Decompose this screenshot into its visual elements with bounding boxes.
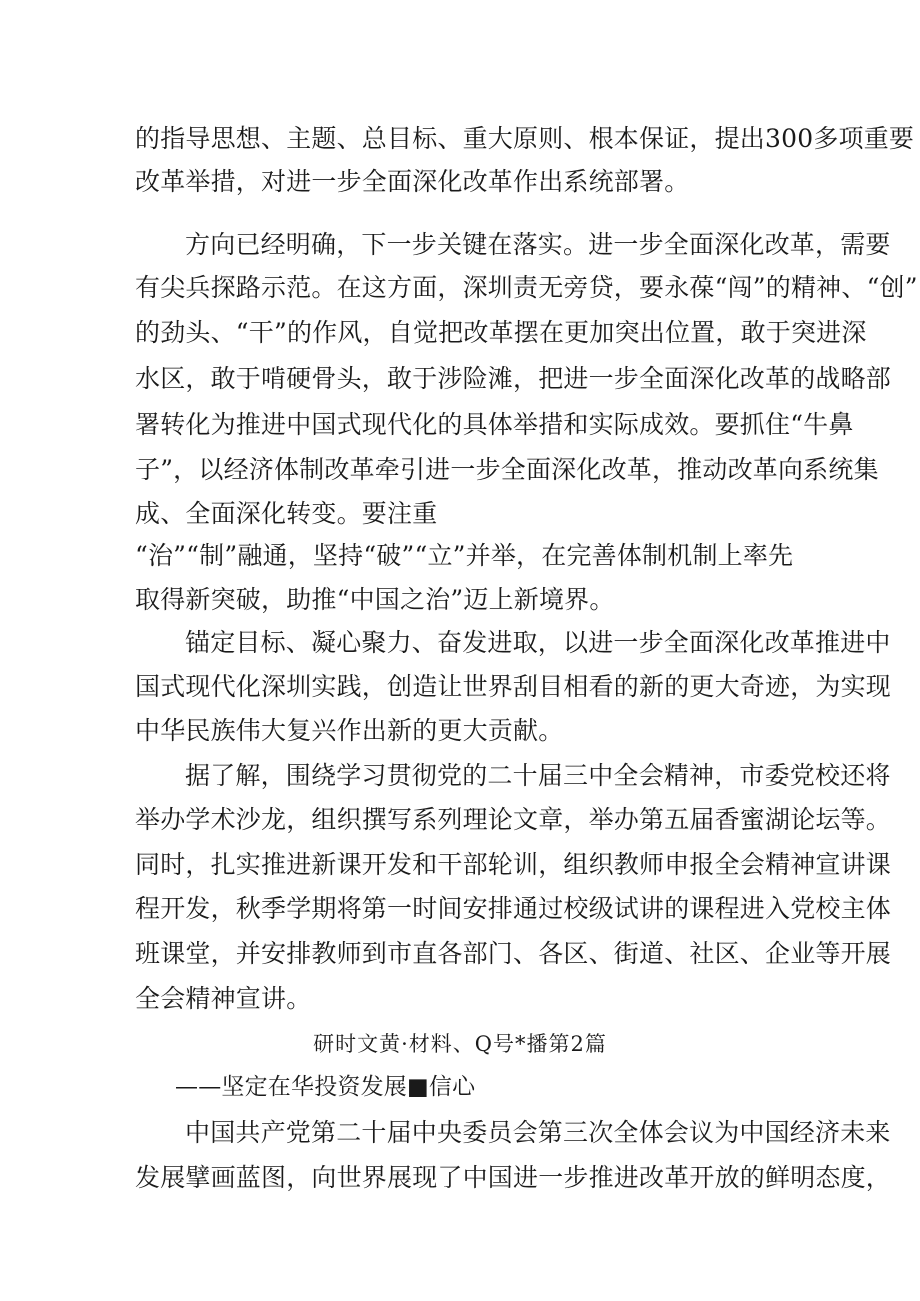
paragraph-line: 同时，扎实推进新课开发和干部轮训，组织教师申报全会精神宣讲课	[135, 850, 892, 879]
paragraph-line: 中华民族伟大复兴作出新的更大贡献。	[135, 716, 564, 745]
paragraph-line: 水区，敢于啃硬骨头，敢于涉险滩，把进一步全面深化改革的战略部	[135, 364, 892, 393]
paragraph-line: 方向已经明确，下一步关键在落实。进一步全面深化改革，需要	[185, 230, 891, 259]
section-subtitle: ——坚定在华投资发展■信心	[175, 1074, 476, 1100]
paragraph-line: 全会精神宣讲。	[135, 984, 312, 1013]
paragraph-line: 据了解，围绕学习贯彻党的二十届三中全会精神，市委党校还将	[185, 761, 891, 790]
paragraph-line: 锚定目标、凝心聚力、奋发进取，以进一步全面深化改革推进中	[185, 628, 891, 657]
paragraph-line: 的指导思想、主题、总目标、重大原则、根本保证，提出300多项重要	[135, 124, 915, 153]
section-title: 研时文黄·材料、Q号*播第2篇	[313, 1032, 607, 1056]
paragraph-line: 取得新突破，助推“中国之治”迈上新境界。	[135, 585, 615, 614]
paragraph-line: 程开发，秋季学期将第一时间安排通过校级试讲的课程进入党校主体	[135, 894, 892, 923]
paragraph-line: 国式现代化深圳实践，创造让世界刮目相看的新的更大奇迹，为实现	[135, 672, 892, 701]
paragraph-line: 改革举措，对进一步全面深化改革作出系统部署。	[135, 167, 690, 196]
paragraph-line: 班课堂，并安排教师到市直各部门、各区、街道、社区、企业等开展	[135, 939, 892, 968]
paragraph-line: 署转化为推进中国式现代化的具体举措和实际成效。要抓住“牛鼻	[135, 410, 854, 439]
paragraph-line: 有尖兵探路示范。在这方面，深圳责无旁贷，要永葆“闯”的精神、“创”	[135, 273, 918, 302]
paragraph-line: 的劲头、“干”的作风，自觉把改革摆在更加突出位置，敢于突进深	[135, 318, 867, 347]
paragraph-line: “治”“制”融通，坚持“破”“立”并举，在完善体制机制上率先	[135, 541, 794, 570]
paragraph-line: 子”，以经济体制改革牵引进一步全面深化改革，推动改革向系统集	[135, 455, 879, 484]
paragraph-line: 成、全面深化转变。要注重	[135, 499, 438, 528]
paragraph-line: 举办学术沙龙，组织撰写系列理论文章，举办第五届香蜜湖论坛等。	[135, 805, 892, 834]
paragraph-line: 发展擘画蓝图，向世界展现了中国进一步推进改革开放的鲜明态度，	[135, 1163, 892, 1192]
paragraph-line: 中国共产党第二十届中央委员会第三次全体会议为中国经济未来	[185, 1118, 891, 1147]
